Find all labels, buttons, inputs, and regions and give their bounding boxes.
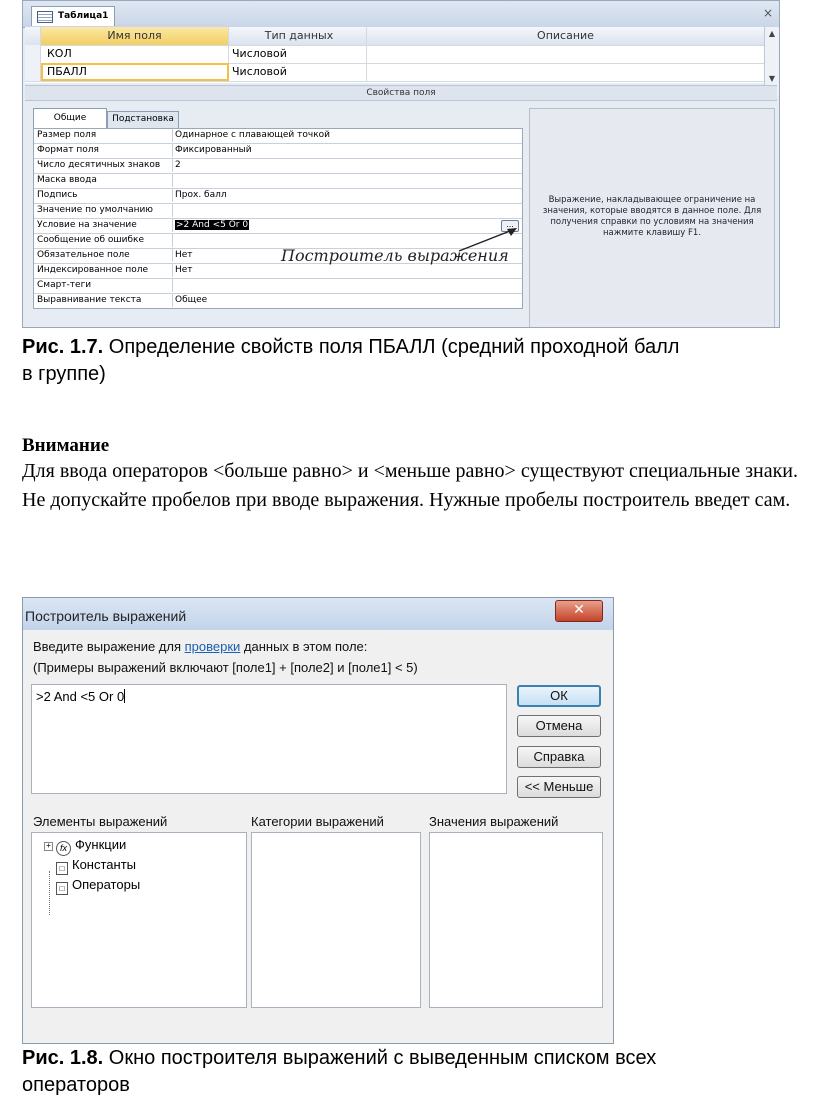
instruction-text-end: данных в этом поле:	[240, 639, 368, 654]
property-row[interactable]	[34, 174, 522, 189]
property-label: Условие на значение	[37, 220, 137, 230]
property-label: Значение по умолчанию	[37, 205, 153, 215]
table-row[interactable]	[25, 45, 765, 64]
property-label: Подпись	[37, 190, 78, 200]
description-cell[interactable]	[367, 45, 765, 63]
tree-item-label: Константы	[72, 857, 136, 872]
property-value[interactable]: Прох. балл	[172, 189, 523, 202]
validation-help-link[interactable]: проверки	[184, 639, 241, 654]
expression-elements-label: Элементы выражений	[33, 814, 168, 829]
instruction-text-start: Введите выражение для	[33, 639, 185, 654]
attention-paragraph: Для ввода операторов <больше равно> и <меньше равно> существуют специальные знаки. Не допускайте пробелов при вводе выражения. Нужные пробелы построитель введет сам.	[22, 460, 798, 511]
table-tab-label: Таблица1	[58, 11, 109, 21]
property-label: Маска ввода	[37, 175, 97, 185]
functions-icon: fx	[56, 841, 71, 856]
tab-lookup[interactable]: Подстановка	[107, 111, 179, 128]
property-value[interactable]: Нет	[172, 264, 523, 277]
expression-input[interactable]	[31, 684, 507, 794]
property-label: Индексированное поле	[37, 265, 149, 275]
tree-item-label: Функции	[75, 837, 127, 852]
property-row[interactable]	[34, 159, 522, 174]
table-row[interactable]	[25, 63, 765, 82]
title-bar[interactable]	[23, 598, 613, 630]
examples-text: (Примеры выражений включают [поле1] + [поле2] и [поле1] < 5)	[33, 660, 418, 675]
property-row[interactable]	[34, 279, 522, 294]
property-label: Формат поля	[37, 145, 99, 155]
field-name-cell[interactable]: ПБАЛЛ	[41, 63, 229, 81]
data-type-cell[interactable]: Числовой	[229, 63, 367, 81]
scroll-up-icon[interactable]: ▲	[768, 29, 776, 38]
expression-values-label: Значения выражений	[429, 814, 559, 829]
property-row[interactable]	[34, 264, 522, 279]
property-label: Смарт-теги	[37, 280, 92, 290]
window-close-button[interactable]: ✕	[555, 600, 603, 622]
help-button[interactable]: Справка	[517, 746, 601, 768]
property-row[interactable]	[34, 204, 522, 219]
expression-elements-list[interactable]	[31, 832, 247, 1008]
scroll-down-icon[interactable]: ▼	[768, 74, 776, 83]
property-sheet	[33, 128, 523, 309]
expression-categories-list[interactable]	[251, 832, 421, 1008]
annotation-arrow-icon	[453, 225, 523, 255]
document-tab-bar	[23, 1, 779, 28]
expression-values-list[interactable]	[429, 832, 603, 1008]
figure-caption-1-8	[22, 1045, 656, 1099]
caption-text: Окно построителя выражений с выведенным списком всех	[108, 1047, 657, 1069]
close-icon[interactable]: ×	[762, 6, 773, 20]
row-selector[interactable]	[25, 45, 41, 63]
property-label: Число десятичных знаков	[37, 160, 161, 170]
caption-number: Рис. 1.8.	[22, 1047, 104, 1069]
tree-item-label: Операторы	[72, 877, 141, 892]
tree-item-functions[interactable]	[44, 837, 126, 856]
cancel-button[interactable]: Отмена	[517, 715, 601, 737]
text-caret	[124, 689, 125, 703]
description-cell[interactable]	[367, 63, 765, 81]
expression-builder-window	[22, 597, 614, 1044]
property-value[interactable]: Общее	[172, 294, 523, 307]
property-help-panel	[529, 108, 775, 328]
tree-item-constants[interactable]	[56, 857, 136, 875]
window-title: Построитель выражений	[25, 608, 187, 624]
property-label: Обязательное поле	[37, 250, 130, 260]
expand-icon[interactable]: +	[44, 842, 53, 851]
row-selector[interactable]	[25, 63, 41, 81]
less-button[interactable]: << Меньше	[517, 776, 601, 798]
caption-text: Определение свойств поля ПБАЛЛ (средний проходной балл	[108, 336, 680, 358]
property-value[interactable]	[172, 174, 523, 187]
property-row[interactable]	[34, 144, 522, 159]
property-label: Выравнивание текста	[37, 295, 142, 305]
property-help-text: Выражение, накладывающее ограничение на значения, которые вводятся в данное поле. Для получения справки по условиям на значения нажмите клавишу F1.	[542, 195, 762, 238]
property-row[interactable]	[34, 294, 522, 308]
tree-item-operators[interactable]	[56, 877, 140, 895]
table-designer-screenshot	[22, 0, 780, 328]
caption-text-continued: операторов	[22, 1074, 130, 1096]
property-row[interactable]	[34, 129, 522, 144]
tab-general[interactable]: Общие	[33, 108, 107, 128]
column-header-field-name[interactable]: Имя поля	[41, 27, 229, 45]
property-value[interactable]	[172, 204, 523, 217]
property-value[interactable]: 2	[172, 159, 523, 172]
constants-folder-icon: □	[56, 862, 68, 875]
field-grid-header	[25, 27, 765, 46]
expression-categories-label: Категории выражений	[251, 814, 384, 829]
data-type-cell[interactable]: Числовой	[229, 45, 367, 63]
property-value[interactable]	[172, 279, 523, 292]
property-value[interactable]: Одинарное с плавающей точкой	[172, 129, 523, 142]
property-label: Сообщение об ошибке	[37, 235, 145, 245]
figure-caption-1-7	[22, 334, 679, 388]
property-label: Размер поля	[37, 130, 97, 140]
property-value[interactable]: Фиксированный	[172, 144, 523, 157]
field-properties-header: Свойства поля	[25, 85, 777, 101]
table-icon	[37, 11, 53, 23]
instruction-text	[33, 639, 367, 654]
field-grid	[25, 27, 765, 83]
expression-text: >2 And <5 Or 0	[36, 689, 125, 704]
expression-builder-button[interactable]: ...	[501, 220, 519, 232]
caption-number: Рис. 1.7.	[22, 336, 104, 358]
column-header-description[interactable]: Описание	[367, 27, 765, 45]
ok-button[interactable]: ОК	[517, 685, 601, 707]
field-name-cell[interactable]: КОЛ	[41, 45, 229, 63]
column-header-data-type[interactable]: Тип данных	[229, 27, 367, 45]
property-row[interactable]	[34, 189, 522, 204]
attention-heading: Внимание	[22, 435, 110, 456]
expression-builder-annotation: Построитель выражения	[281, 246, 509, 265]
property-value[interactable]: Нет	[172, 249, 523, 262]
row-selector-header	[25, 27, 41, 45]
caption-text-continued: в группе)	[22, 363, 106, 385]
validation-rule-text: >2 And <5 Or 0	[176, 220, 249, 230]
table-tab[interactable]	[31, 6, 115, 26]
property-row[interactable]	[34, 219, 522, 234]
operators-folder-icon: □	[56, 882, 68, 895]
